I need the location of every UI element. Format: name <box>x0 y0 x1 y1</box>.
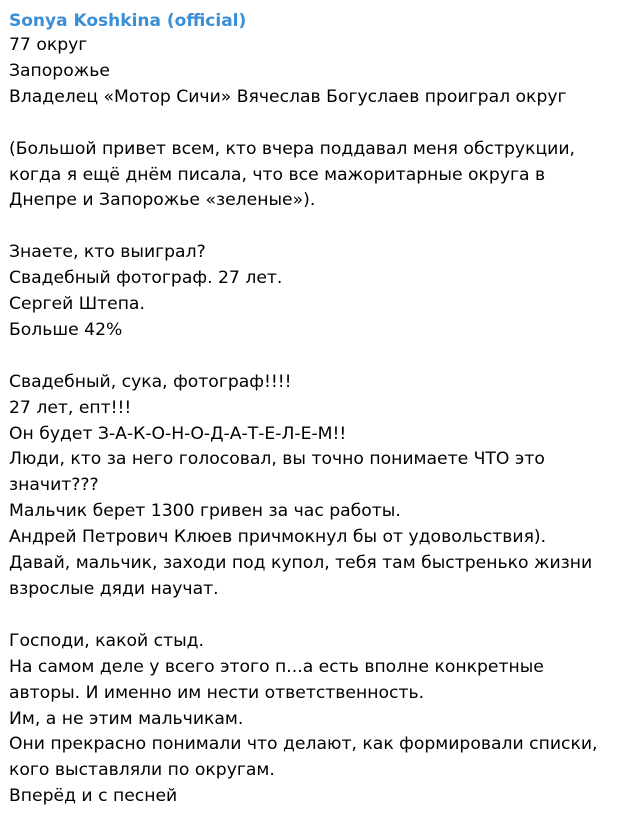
message-line: 77 округ <box>9 35 88 55</box>
message-line: авторы. И именно им нести ответственность. <box>9 682 425 703</box>
blank-line <box>9 603 613 629</box>
author-name[interactable]: Sonya Koshkina (official) <box>9 11 247 31</box>
message-line: Знаете, кто выиграл? <box>9 242 206 263</box>
message-line: Сергей Штепа. <box>9 294 145 315</box>
message-line: кого выставляли по округам. <box>9 760 275 781</box>
message-line: значит??? <box>9 475 99 496</box>
blank-line <box>9 214 613 240</box>
message-line: Запорожье <box>9 60 110 81</box>
message-line: когда я ещё днём писала, что все мажоритарные округа в <box>9 164 546 185</box>
message-line: Днепре и Запорожье «зеленые»). <box>9 190 316 211</box>
message-line: Господи, какой стыд. <box>9 630 205 651</box>
message-line: Давай, мальчик, заходи под купол, тебя там быстренько жизни <box>9 553 593 574</box>
message-line: На самом деле у всего этого п...а есть вполне конкретные <box>9 656 544 677</box>
message-line: Вперёд и с песней <box>9 786 178 807</box>
message-line: Свадебный фотограф. 27 лет. <box>9 268 283 289</box>
message-line: 27 лет, епт!!! <box>9 397 132 418</box>
blank-line <box>9 111 613 137</box>
message-line: (Большой привет всем, кто вчера поддавал меня обструкции, <box>9 138 575 159</box>
message-post <box>9 9 613 810</box>
message-body <box>9 33 613 810</box>
message-line: Он будет З-А-К-О-Н-О-Д-А-Т-Е-Л-Е-М!! <box>9 423 347 444</box>
message-line: Мальчик берет 1300 гривен за час работы. <box>9 501 401 522</box>
message-line: Свадебный, сука, фотограф!!!! <box>9 371 292 392</box>
message-line: Они прекрасно понимали что делают, как формировали списки, <box>9 734 598 755</box>
blank-line <box>9 344 613 370</box>
message-line: Владелец «Мотор Сичи» Вячеслав Богуслаев проиграл округ <box>9 86 567 107</box>
message-line: Им, а не этим мальчикам. <box>9 708 244 729</box>
message-line: взрослые дяди научат. <box>9 578 219 599</box>
message-line: Люди, кто за него голосовал, вы точно понимаете ЧТО это <box>9 449 545 470</box>
message-line: Больше 42% <box>9 319 123 340</box>
message-line: Андрей Петрович Клюев причмокнул бы от удовольствия). <box>9 527 547 548</box>
